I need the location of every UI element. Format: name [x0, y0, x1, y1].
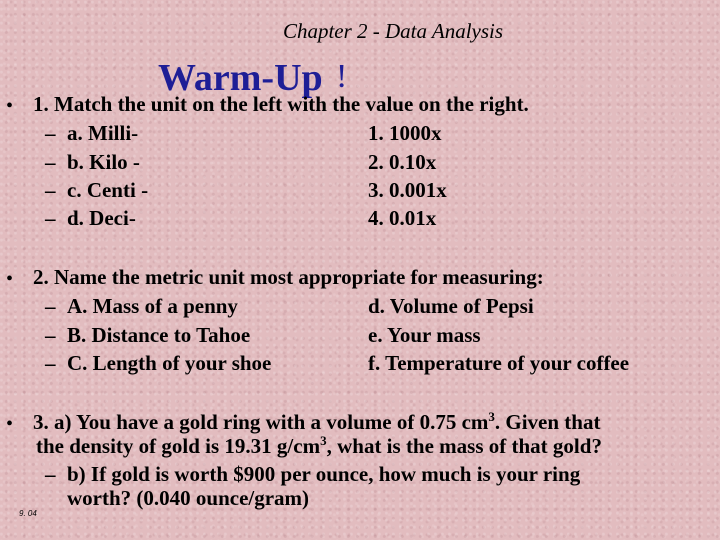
q2-dash-1: – [45, 294, 56, 318]
q1-left-1: a. Milli- [67, 121, 139, 145]
warmup-exclamation: ! [336, 58, 348, 95]
bullet-q2: • [6, 268, 14, 290]
q2-left-3: C. Length of your shoe [67, 351, 272, 375]
q3-sub-line-2: worth? (0.040 ounce/gram) [67, 486, 310, 510]
q3-dash: – [45, 462, 56, 486]
q3-line-1-end: . Given that [494, 410, 601, 434]
bullet-q1: • [6, 95, 14, 117]
q2-left-2: B. Distance to Tahoe [67, 323, 251, 347]
bullet-q3: • [6, 413, 14, 435]
q1-left-2: b. Kilo - [67, 150, 140, 174]
q3-line-1-text: 3. a) You have a gold ring with a volume of 0.75 cm [33, 410, 489, 434]
q2-right-2: e. Your mass [368, 323, 481, 347]
q3-line-2-end: , what is the mass of that gold? [326, 434, 602, 458]
q1-dash-2: – [45, 150, 56, 174]
q2-right-3: f. Temperature of your coffee [368, 351, 630, 375]
q2-right-1: d. Volume of Pepsi [368, 294, 534, 318]
q1-left-4: d. Deci- [67, 206, 136, 230]
q1-left-3: c. Centi - [67, 178, 149, 202]
q2-left-1: A. Mass of a penny [67, 294, 238, 318]
q3-sub-line-1: b) If gold is worth $900 per ounce, how much is your ring [67, 462, 581, 486]
q3-line-1 [33, 410, 600, 434]
q1-prompt: 1. Match the unit on the left with the value on the right. [33, 92, 529, 116]
q3-line-2 [36, 434, 602, 458]
q2-dash-3: – [45, 351, 56, 375]
q1-dash-3: – [45, 178, 56, 202]
warmup-title: Warm-Up [158, 57, 323, 99]
slide-number: 9. 04 [19, 509, 37, 518]
q3-line-2-text: the density of gold is 19.31 g/cm [36, 434, 321, 458]
q1-dash-4: – [45, 206, 56, 230]
q1-dash-1: – [45, 121, 56, 145]
q1-right-1: 1. 1000x [368, 121, 442, 145]
q3-line-2-superscript: 3 [320, 433, 327, 448]
chapter-title: Chapter 2 - Data Analysis [282, 19, 504, 43]
q1-right-3: 3. 0.001x [368, 178, 447, 202]
q1-right-2: 2. 0.10x [368, 150, 437, 174]
q2-dash-2: – [45, 323, 56, 347]
q2-prompt: 2. Name the metric unit most appropriate for measuring: [33, 265, 544, 289]
q3-line-1-superscript: 3 [488, 409, 495, 424]
q1-right-4: 4. 0.01x [368, 206, 437, 230]
